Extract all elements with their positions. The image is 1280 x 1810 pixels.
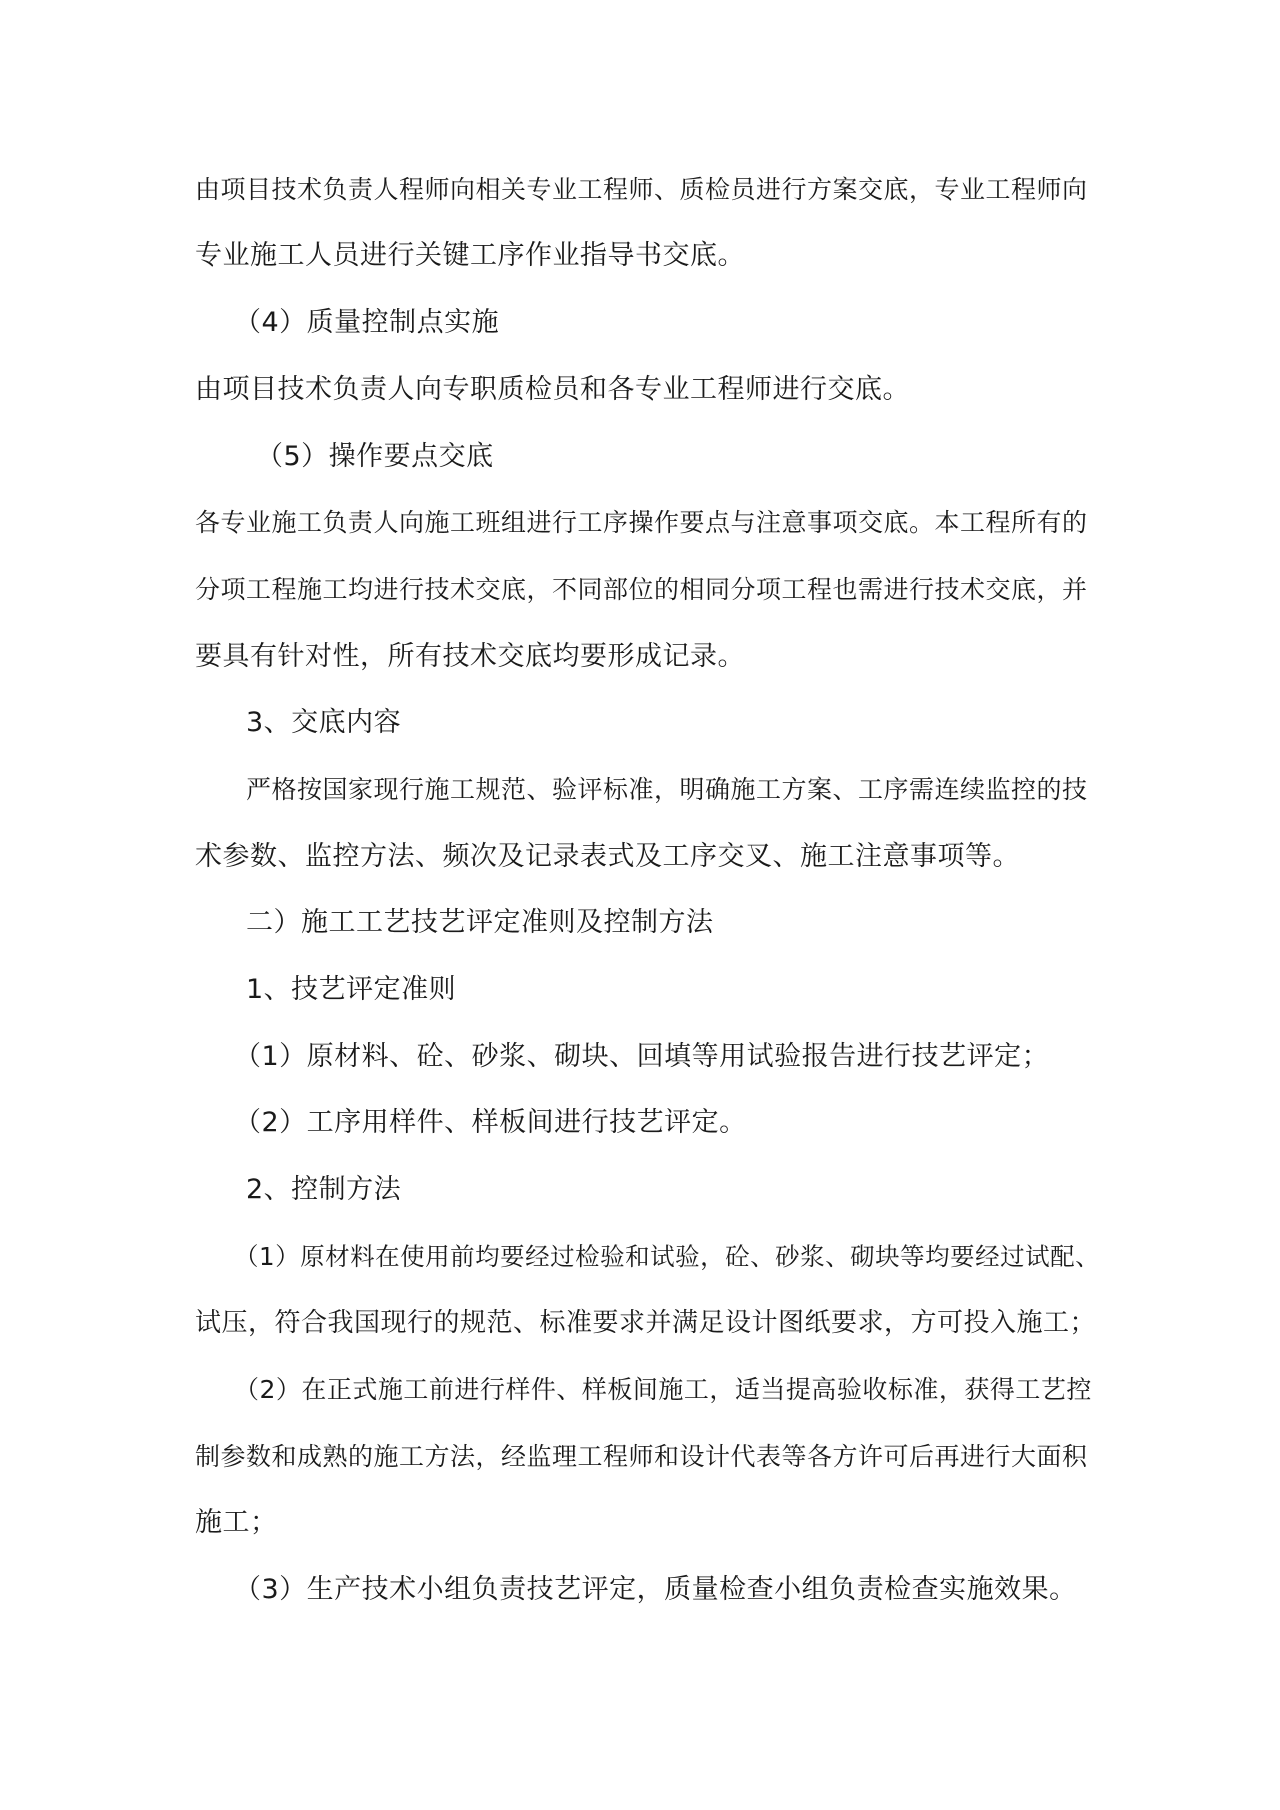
list-item: （1）原材料在使用前均要经过检验和试验，砼、砂浆、砌块等均要经过试配、 <box>234 1242 1101 1271</box>
paragraph-line: 试压，符合我国现行的规范、标准要求并满足设计图纸要求，方可投入施工； <box>195 1308 1097 1338</box>
paragraph-line: 要具有针对性，所有技术交底均要形成记录。 <box>195 641 745 672</box>
paragraph-line: 术参数、监控方法、频次及记录表式及工序交叉、施工注意事项等。 <box>195 841 1020 872</box>
paragraph-line: 施工； <box>195 1507 278 1538</box>
section-heading: 2、控制方法 <box>246 1174 402 1205</box>
section-heading: 二）施工工艺技艺评定准则及控制方法 <box>246 907 714 938</box>
list-item: （1）原材料、砼、砂浆、砌块、回填等用试验报告进行技艺评定； <box>234 1041 1050 1072</box>
paragraph-line: 各专业施工负责人向施工班组进行工序操作要点与注意事项交底。本工程所有的 <box>195 508 1088 537</box>
section-heading: （5）操作要点交底 <box>256 441 494 472</box>
section-heading: 1、技艺评定准则 <box>246 974 457 1005</box>
list-item: （2）在正式施工前进行样件、样板间施工，适当提高验收标准，获得工艺控 <box>234 1375 1092 1404</box>
section-heading: 3、交底内容 <box>246 707 402 738</box>
paragraph-line: 由项目技术负责人向专职质检员和各专业工程师进行交底。 <box>195 374 910 405</box>
section-heading: （4）质量控制点实施 <box>234 307 500 338</box>
paragraph-line: 专业施工人员进行关键工序作业指导书交底。 <box>195 240 745 271</box>
paragraph-line: 分项工程施工均进行技术交底，不同部位的相同分项工程也需进行技术交底，并 <box>195 575 1088 604</box>
paragraph-line: 制参数和成熟的施工方法，经监理工程师和设计代表等各方许可后再进行大面积 <box>195 1442 1088 1471</box>
list-item: （3）生产技术小组负责技艺评定，质量检查小组负责检查实施效果。 <box>234 1574 1077 1605</box>
paragraph-line: 严格按国家现行施工规范、验评标准，明确施工方案、工序需连续监控的技 <box>246 775 1088 804</box>
list-item: （2）工序用样件、样板间进行技艺评定。 <box>234 1107 747 1138</box>
paragraph-line: 由项目技术负责人程师向相关专业工程师、质检员进行方案交底，专业工程师向 <box>195 175 1088 204</box>
